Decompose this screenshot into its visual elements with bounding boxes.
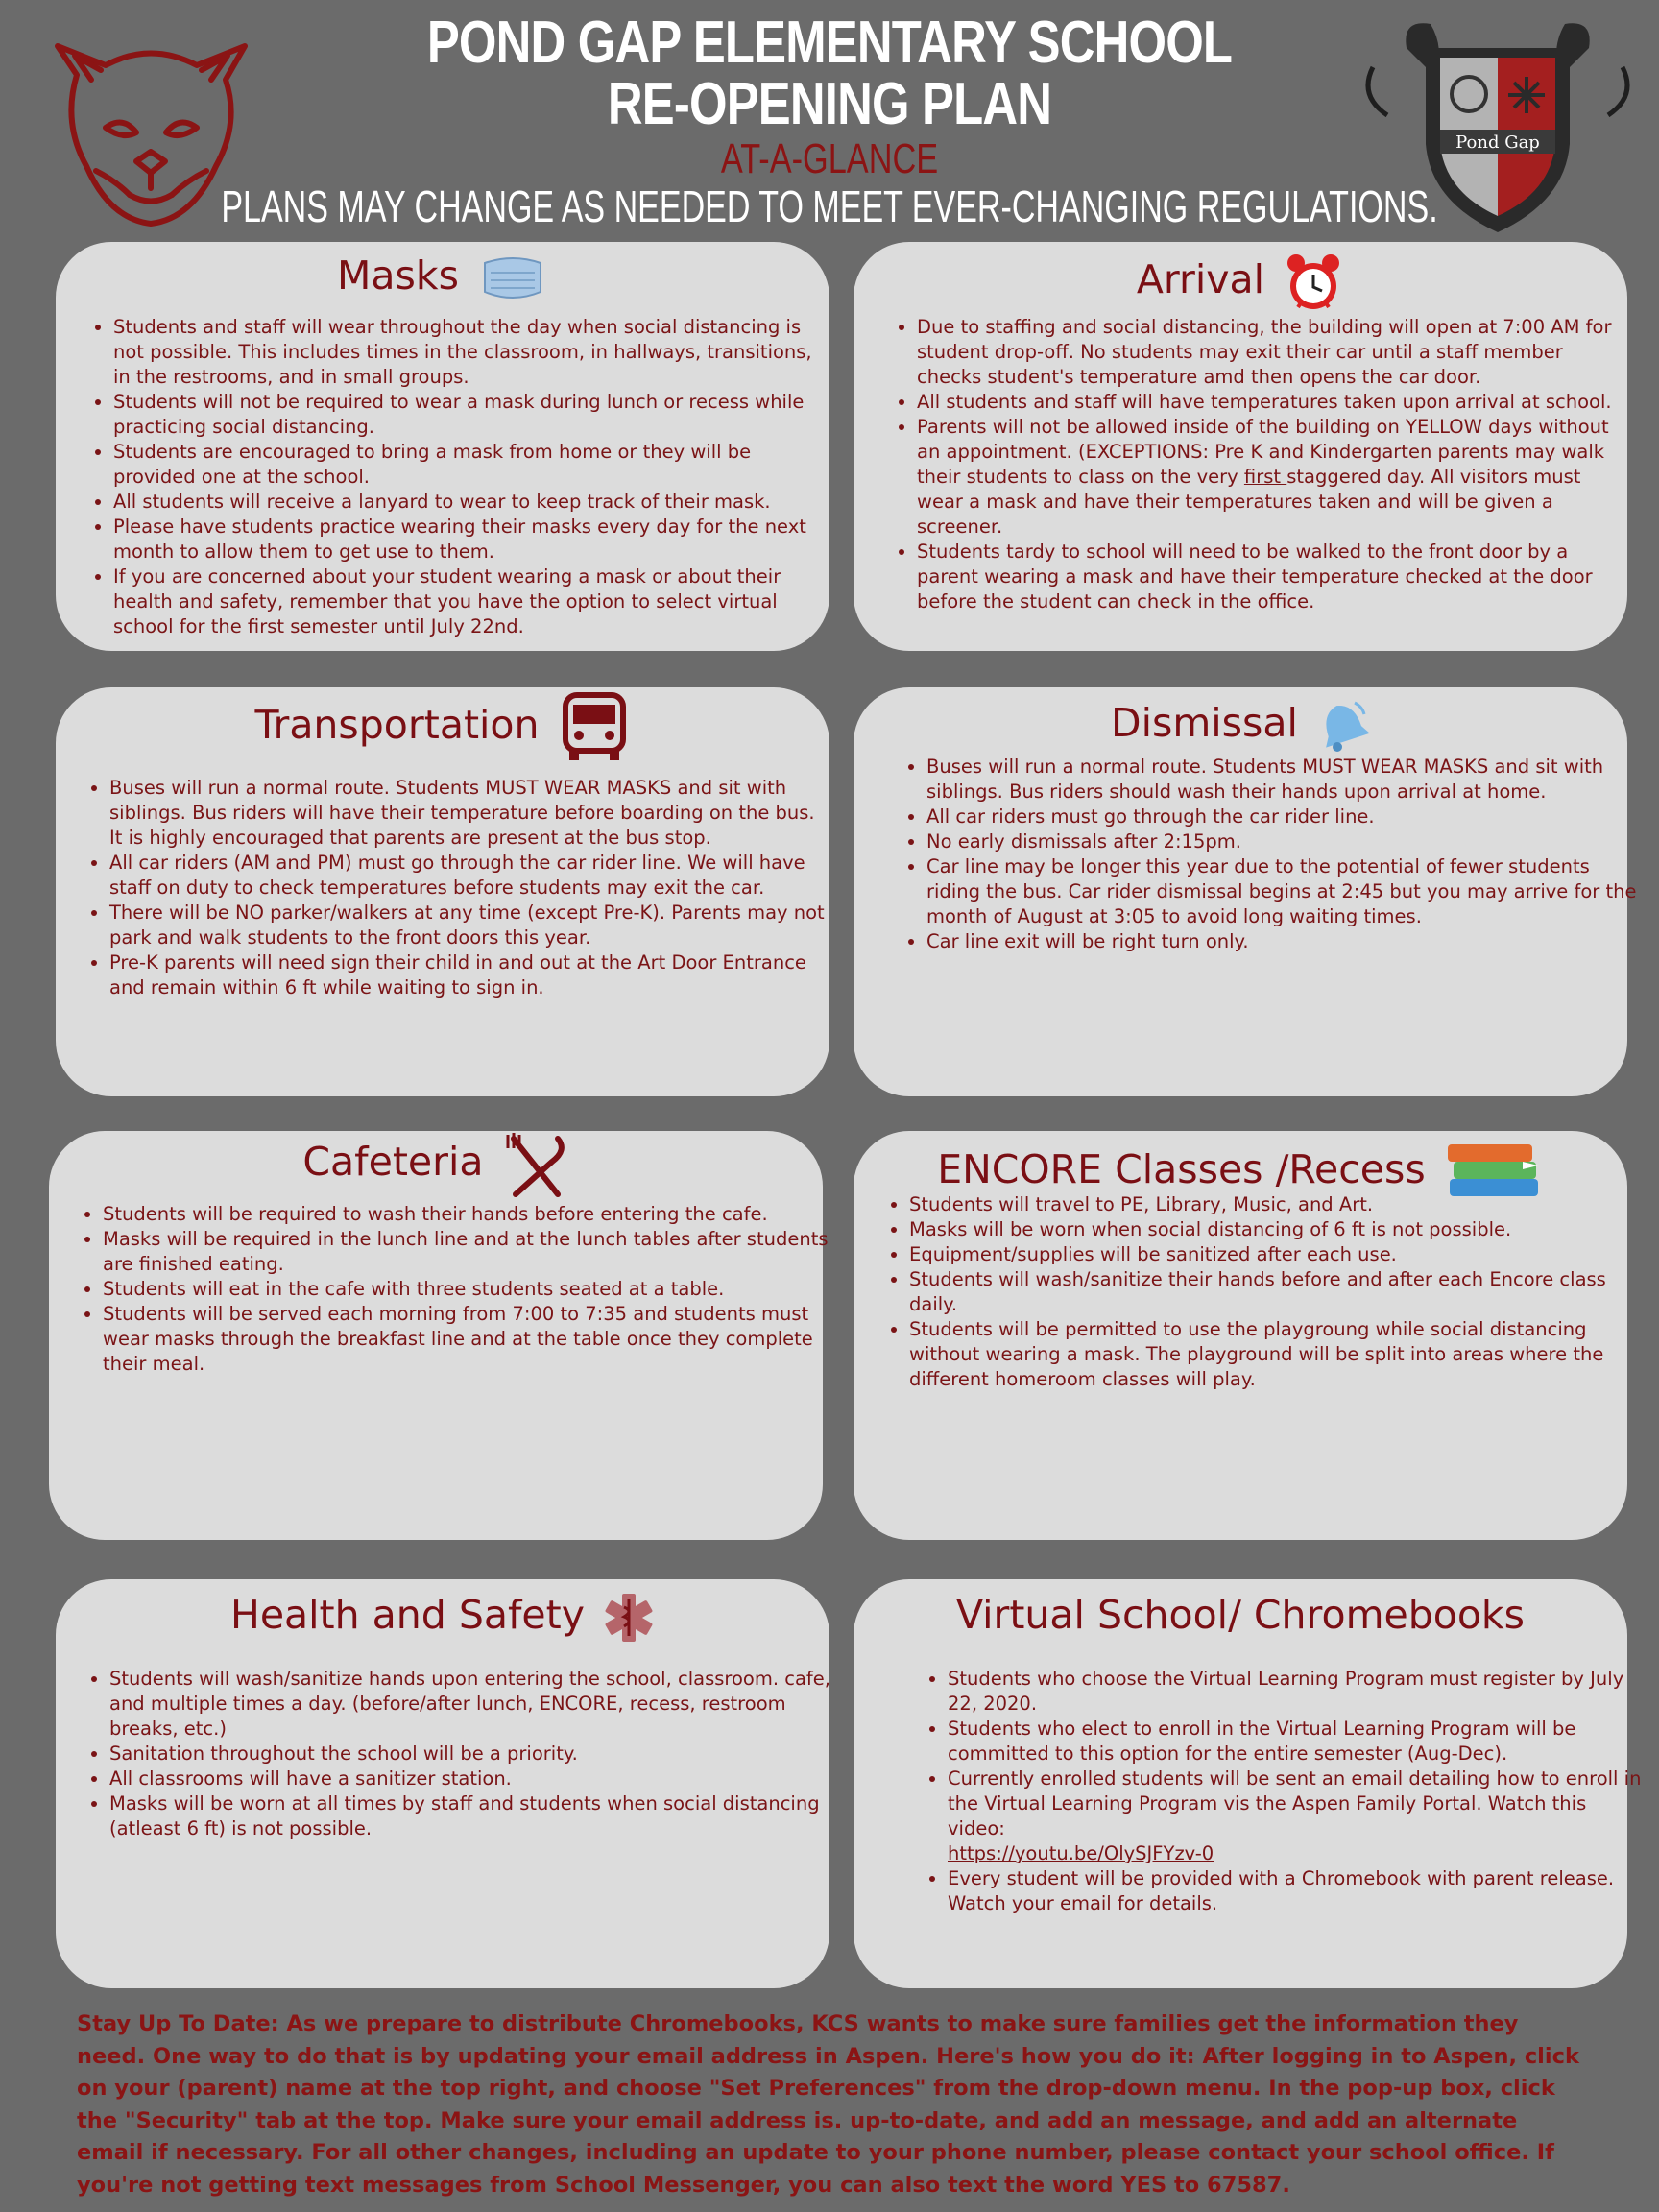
health-list <box>84 1667 839 1841</box>
list-item: • Currently enrolled students will be sent an email detailing how to enroll in the Virtual Learning Program vis the Aspen Family Portal. Watch this video: https://youtu.be/OlySJFYzv-0 <box>948 1767 1648 1866</box>
list-item: • Car line may be longer this year due to the potential of fewer students riding the bus. Car rider dismissal begins at 2:45 but you may arrive for the month of August at 3:05 to avoid long waiting times. <box>926 854 1637 929</box>
list-item: • Students will not be required to wear a mask during lunch or recess while practicing social distancing. <box>113 390 824 440</box>
cafeteria-title: Cafeteria <box>302 1139 484 1185</box>
health-card <box>56 1579 830 1988</box>
list-item: • Students will be served each morning from 7:00 to 7:35 and students must wear masks through the breakfast line and at the table once they complete their meal. <box>103 1302 832 1377</box>
cafeteria-heading <box>49 1131 823 1198</box>
encore-list <box>884 1192 1629 1392</box>
list-item: • All car riders must go through the car rider line. <box>926 805 1637 830</box>
list-item: • Masks will be worn at all times by staff and students when social distancing (atleast 6 ft) is not possible. <box>109 1791 839 1841</box>
list-item: • Equipment/supplies will be sanitized after each use. <box>909 1242 1629 1267</box>
underlined-first: first <box>1243 466 1287 488</box>
list-item: • Students who elect to enroll in the Virtual Learning Program will be committed to this option for the entire semester (Aug-Dec). <box>948 1717 1648 1767</box>
list-item: • Parents will not be allowed inside of the building on YELLOW days without an appointment. (EXCEPTIONS: Pre K and Kindergarten parents may walk their students to class on the very first staggered day. All visitors must wear a mask and have their temperatures taken and will be given a screener. <box>917 415 1627 540</box>
list-item: • Students will wash/sanitize their hands before and after each Encore class daily. <box>909 1267 1629 1317</box>
transportation-card <box>56 687 830 1096</box>
at-a-glance-subtitle: AT-A-GLANCE <box>720 135 939 182</box>
crest-text: Pond Gap <box>1455 132 1540 153</box>
arrival-card <box>854 242 1627 651</box>
arrival-list <box>892 315 1627 614</box>
list-item: • Pre-K parents will need sign their child in and out at the Art Door Entrance and remain within 6 ft while waiting to sign in. <box>109 950 830 1000</box>
cafeteria-list <box>78 1202 832 1377</box>
plan-title: RE-OPENING PLAN <box>607 71 1052 137</box>
encore-card <box>854 1131 1627 1540</box>
video-link[interactable]: https://youtu.be/OlySJFYzv-0 <box>948 1842 1214 1864</box>
mask-icon <box>477 252 548 305</box>
masks-heading <box>56 252 830 305</box>
transportation-list <box>84 776 830 1000</box>
virtual-list <box>923 1667 1648 1916</box>
list-item: • Students tardy to school will need to be walked to the front door by a parent wearing a mask and have their temperature checked at the door before the student can check in the office. <box>917 540 1627 614</box>
transportation-heading <box>56 691 830 764</box>
masks-card <box>56 242 830 651</box>
list-item: • No early dismissals after 2:15pm. <box>926 830 1637 854</box>
list-item: • Students and staff will wear throughout the day when social distancing is not possible. This includes times in the classroom, in hallways, transitions, in the restrooms, and in small groups. <box>113 315 824 390</box>
list-item: • All students and staff will have temperatures taken upon arrival at school. <box>917 390 1627 415</box>
fork-knife-icon <box>502 1131 569 1198</box>
list-item: • Students will wash/sanitize hands upon entering the school, classroom. cafe, and multiple times a day. (before/after lunch, ENCORE, recess, restroom breaks, etc.) <box>109 1667 839 1742</box>
virtual-title: Virtual School/ Chromebooks <box>955 1592 1526 1638</box>
health-heading <box>56 1591 830 1644</box>
dismissal-list <box>902 755 1637 954</box>
bus-icon <box>558 691 631 764</box>
list-item: • All classrooms will have a sanitizer station. <box>109 1767 839 1791</box>
list-item: • Masks will be required in the lunch line and at the lunch tables after students are finished eating. <box>103 1227 832 1277</box>
list-item: • Masks will be worn when social distancing of 6 ft is not possible. <box>909 1217 1629 1242</box>
dismissal-title: Dismissal <box>1111 700 1298 746</box>
school-title: POND GAP ELEMENTARY SCHOOL <box>426 10 1233 76</box>
list-item: • Due to staffing and social distancing, the building will open at 7:00 AM for student drop-off. No students may exit their car until a staff member checks student's temperature amd then opens the car door. <box>917 315 1627 390</box>
school-crest-icon <box>1349 10 1647 240</box>
list-item: • Sanitation throughout the school will be a priority. <box>109 1742 839 1767</box>
masks-list <box>88 315 824 639</box>
list-item: • Please have students practice wearing their masks every day for the next month to allow them to get use to them. <box>113 515 824 565</box>
list-item: • There will be NO parker/walkers at any time (except Pre-K). Parents may not park and walk students to the front doors this year. <box>109 901 830 950</box>
list-item: • Car line exit will be right turn only. <box>926 929 1637 954</box>
arrival-title: Arrival <box>1136 256 1265 302</box>
dismissal-card <box>854 687 1637 1096</box>
virtual-card <box>854 1579 1642 1988</box>
health-title: Health and Safety <box>229 1592 585 1638</box>
list-item: • Buses will run a normal route. Students MUST WEAR MASKS and sit with siblings. Bus riders will have their temperature before boarding on the bus. It is highly encouraged that parents are present at the bus stop. <box>109 776 830 851</box>
medical-star-icon <box>603 1592 655 1644</box>
bell-icon <box>1316 697 1370 755</box>
arrival-heading <box>854 252 1627 313</box>
list-item: • Every student will be provided with a Chromebook with parent release. Watch your email for details. <box>948 1866 1648 1916</box>
header <box>0 0 1659 240</box>
disclaimer: PLANS MAY CHANGE AS NEEDED TO MEET EVER-CHANGING REGULATIONS. <box>221 181 1438 231</box>
list-item: • Students are encouraged to bring a mask from home or they will be provided one at the school. <box>113 440 824 490</box>
cafeteria-card <box>49 1131 829 1540</box>
transportation-title: Transportation <box>254 702 540 748</box>
stay-up-to-date-note: Stay Up To Date: As we prepare to distribute Chromebooks, KCS wants to make sure families get the information they need. One way to do that is by updating your email address in Aspen. Here's how you do it: After logging in to Aspen, click on your (parent) name at the top right, and choose "Set Preferences" from the drop-down menu. In the pop-up box, click the "Security" tab at the top. Make sure your email address is. up-to-date, and add an message, and add an alternate email if necessary. For all other changes, including an update to your phone number, please contact your school office. If you're not getting text messages from School Messenger, you can also text the word YES to 67587. <box>77 2011 1579 2198</box>
alarm-clock-icon <box>1283 252 1344 313</box>
list-item: • Students will be required to wash their hands before entering the cafe. <box>103 1202 832 1227</box>
list-item: • If you are concerned about your student wearing a mask or about their health and safety, remember that you have the option to select virtual school for the first semester until July 22nd. <box>113 565 824 639</box>
encore-title: ENCORE Classes /Recess <box>937 1146 1426 1192</box>
list-item: • All students will receive a lanyard to wear to keep track of their mask. <box>113 490 824 515</box>
masks-title: Masks <box>336 252 459 299</box>
list-item: • Students who choose the Virtual Learning Program must register by July 22, 2020. <box>948 1667 1648 1717</box>
list-item: • Students will be permitted to use the playgroung while social distancing without wearing a mask. The playground will be split into areas where the different homeroom classes will play. <box>909 1317 1629 1392</box>
list-item: • All car riders (AM and PM) must go through the car rider line. We will have staff on duty to check temperatures before students may exit the car. <box>109 851 830 901</box>
virtual-heading <box>854 1591 1627 1639</box>
list-item: • Students will eat in the cafe with three students seated at a table. <box>103 1277 832 1302</box>
list-item: • Buses will run a normal route. Students MUST WEAR MASKS and sit with siblings. Bus riders should wash their hands upon arrival at home. <box>926 755 1637 805</box>
dismissal-heading <box>854 697 1627 755</box>
list-item: • Students will travel to PE, Library, Music, and Art. <box>909 1192 1629 1217</box>
